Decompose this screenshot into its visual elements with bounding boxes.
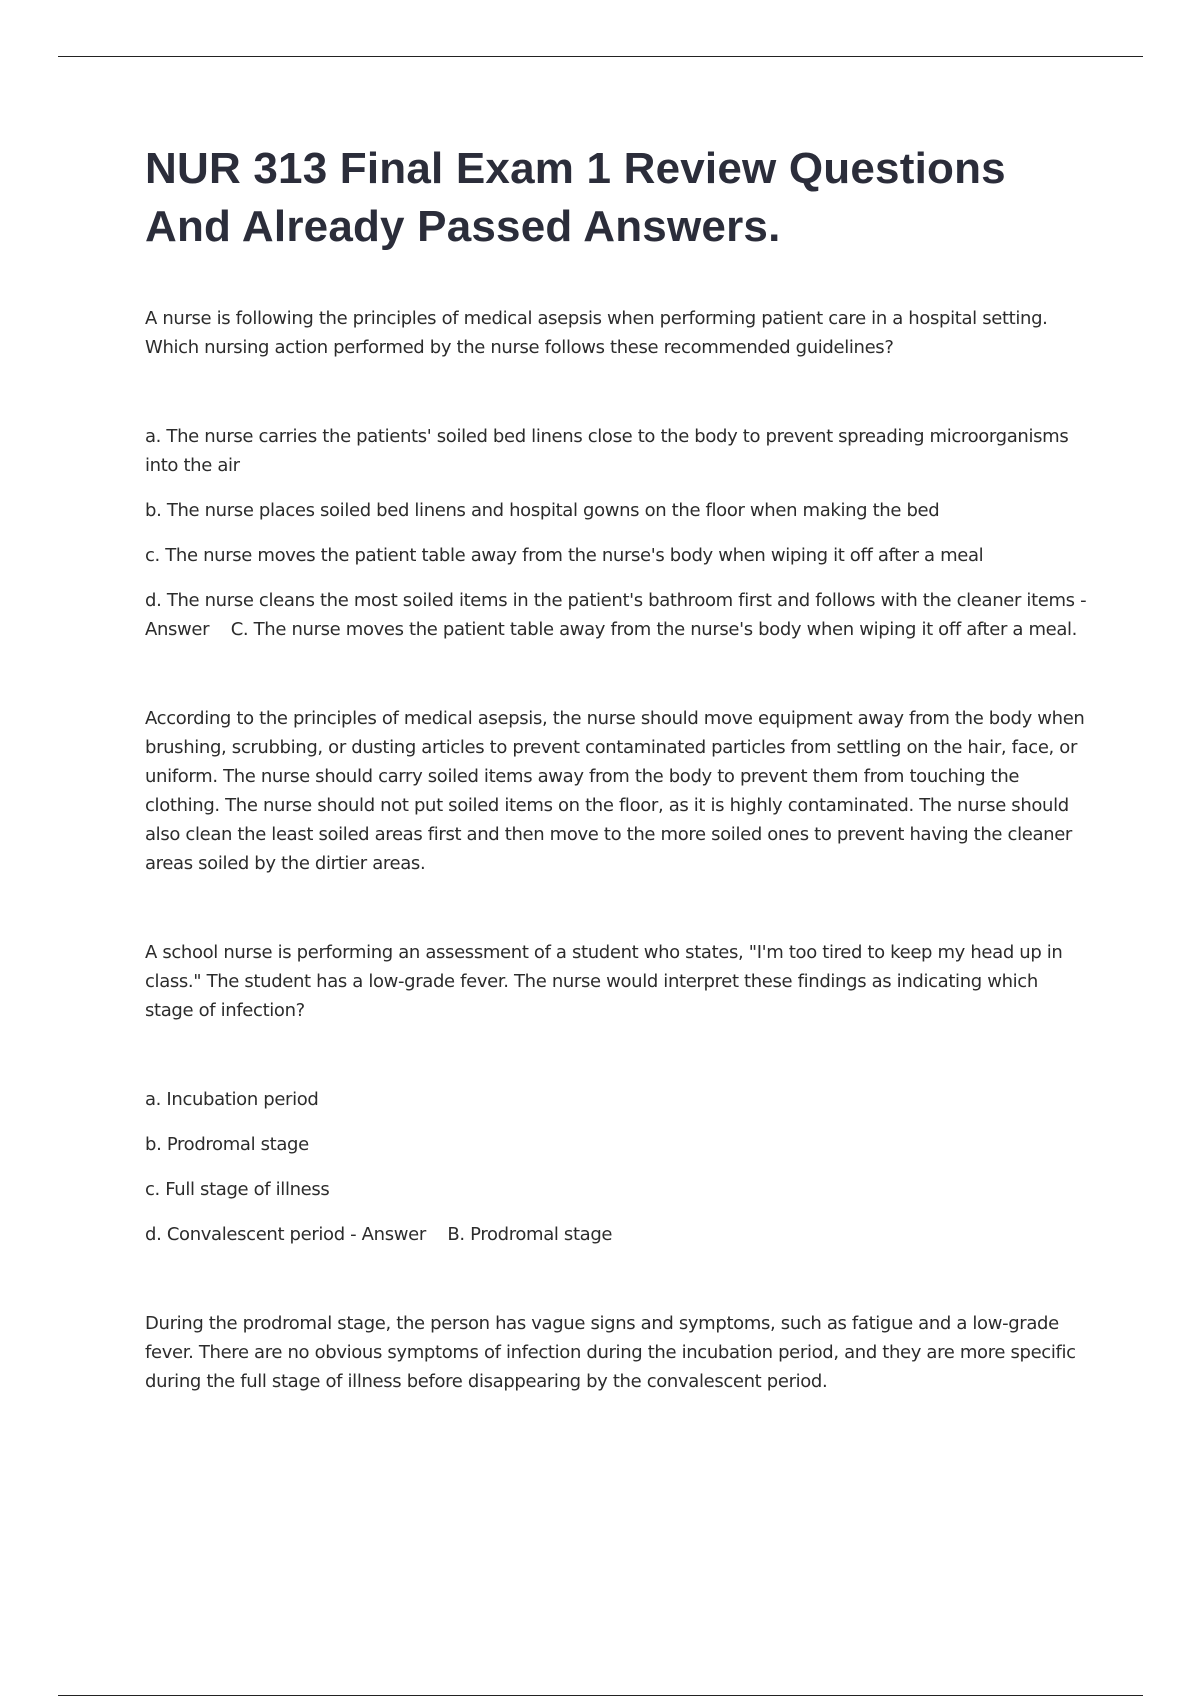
q2-option-c: c. Full stage of illness	[145, 1179, 330, 1200]
title-line-1: NUR 313 Final Exam 1 Review Questions	[145, 144, 1006, 193]
bottom-divider	[58, 1695, 1143, 1696]
q2-option-b: b. Prodromal stage	[145, 1134, 309, 1155]
q1-option-b: b. The nurse places soiled bed linens and hospital gowns on the floor when making the bed	[145, 500, 940, 521]
q1-answer: C. The nurse moves the patient table away from the nurse's body when wiping it off after a meal.	[230, 619, 1078, 640]
q2-question: A school nurse is performing an assessment of a student who states, "I'm too tired to keep my head up in class." The student has a low-grade fever. The nurse would interpret these findings as indicating which stage of infection?	[145, 942, 1063, 1021]
document-body	[145, 140, 1090, 1396]
q1-option-d: d. The nurse cleans the most soiled items in the patient's bathroom first and follows with the cleaner items - Answer	[145, 590, 1087, 640]
q2-option-d-with-answer	[145, 1220, 1090, 1249]
q1-option-c: c. The nurse moves the patient table away from the nurse's body when wiping it off after a meal	[145, 545, 984, 566]
q2-option-a: a. Incubation period	[145, 1089, 319, 1110]
q1-option-d-with-answer	[145, 586, 1090, 644]
q1-option-a: a. The nurse carries the patients' soiled bed linens close to the body to prevent spreading microorganisms into the air	[145, 426, 1069, 476]
top-divider	[58, 56, 1143, 57]
q2-rationale: During the prodromal stage, the person has vague signs and symptoms, such as fatigue and a low-grade fever. There are no obvious symptoms of infection during the incubation period, and they are more specific during the full stage of illness before disappearing by the convalescent period.	[145, 1313, 1076, 1392]
q1-rationale: According to the principles of medical asepsis, the nurse should move equipment away from the body when brushing, scrubbing, or dusting articles to prevent contaminated particles from settling on the hair, face, or uniform. The nurse should carry soiled items away from the body to prevent them from touching the clothing. The nurse should not put soiled items on the floor, as it is highly contaminated. The nurse should also clean the least soiled areas first and then move to the more soiled ones to prevent having the cleaner areas soiled by the dirtier areas.	[145, 708, 1085, 874]
q1-question: A nurse is following the principles of medical asepsis when performing patient care in a hospital setting. Which nursing action performed by the nurse follows these recommended guidelines?	[145, 308, 1048, 358]
q2-answer: B. Prodromal stage	[447, 1224, 613, 1245]
title-line-2: And Already Passed Answers.	[145, 202, 781, 251]
document-title	[145, 140, 1090, 256]
q2-option-d: d. Convalescent period - Answer	[145, 1224, 426, 1245]
